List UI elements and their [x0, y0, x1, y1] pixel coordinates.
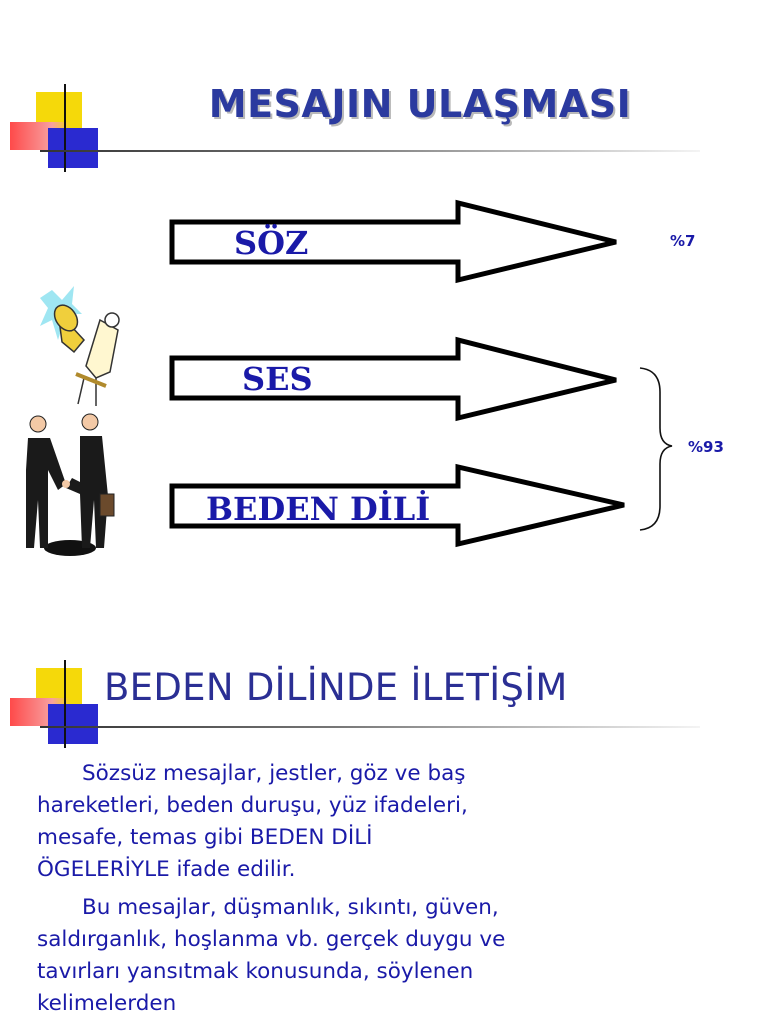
paragraph: Sözsüz mesajlar, jestler, göz ve baş hareketleri, beden duruşu, yüz ifadeleri, mesafe, temas gibi BEDEN DİLİ ÖGELERİYLE ifade edilir. [37, 761, 468, 882]
paragraph: Bu mesajlar, düşmanlık, sıkıntı, güven, saldırganlık, hoşlanma vb. gerçek duygu ve tavırları yansıtmak konusunda, söylenen kelimelerden [37, 895, 506, 1016]
arrow-ses [172, 340, 616, 418]
arrow-label-soz: SÖZ [234, 224, 309, 262]
percent-soz: %7 [670, 232, 696, 250]
slide-beden-dilinde-iletisim [0, 640, 768, 1024]
arrow-label-ses: SES [242, 360, 313, 398]
deco-vertical-line [64, 660, 66, 748]
handshake-clipart [26, 414, 114, 556]
deco-blue-square [48, 704, 98, 744]
body-text [37, 758, 507, 1026]
slide-title: BEDEN DİLİNDE İLETİŞİM [104, 666, 568, 709]
percent-ses-beden: %93 [688, 438, 724, 456]
curly-brace [640, 368, 672, 530]
slide-title: MESAJIN ULAŞMASI [208, 82, 632, 126]
arrow-label-beden-dili: BEDEN DİLİ [206, 490, 431, 528]
megaphone-clipart [40, 286, 119, 406]
title-underline [40, 726, 700, 728]
